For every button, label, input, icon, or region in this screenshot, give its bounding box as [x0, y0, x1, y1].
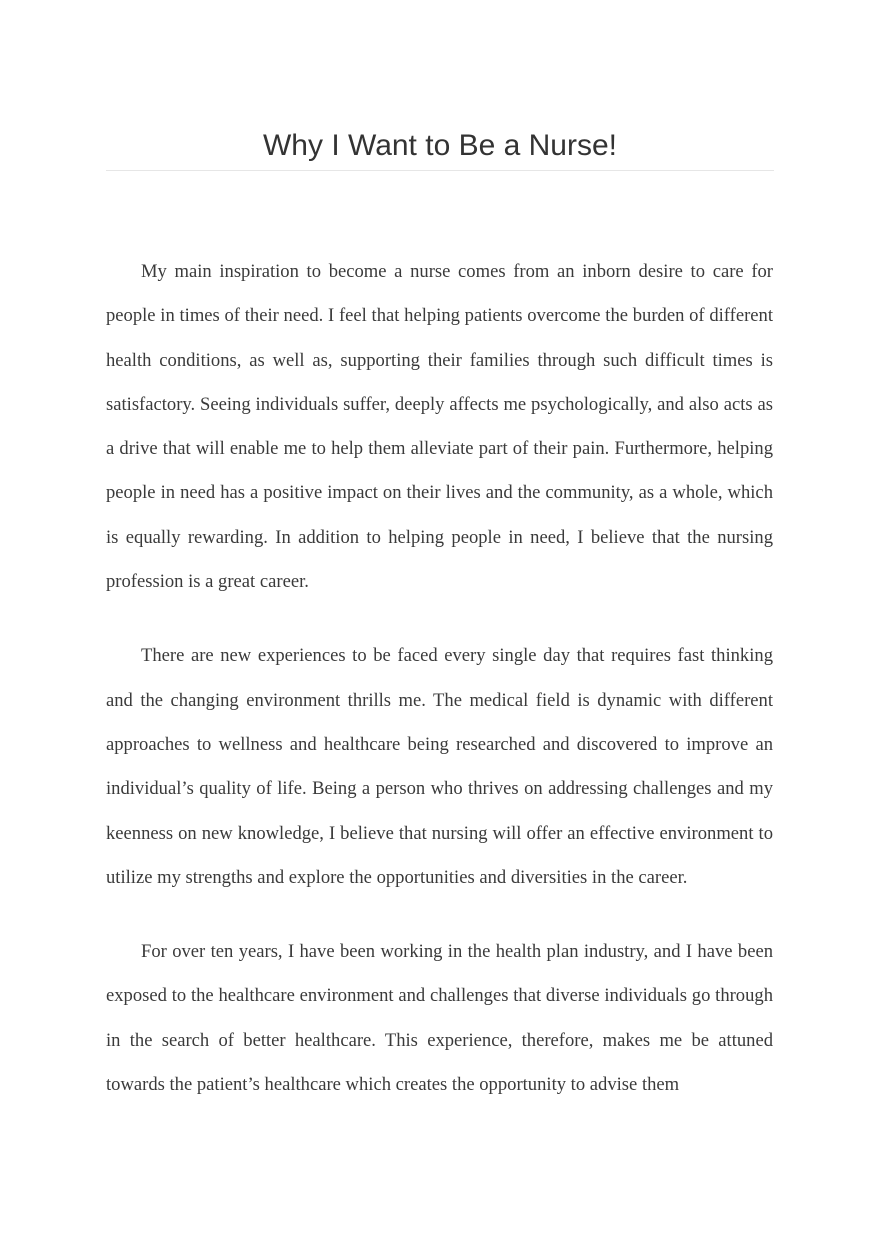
document-title: Why I Want to Be a Nurse! — [262, 129, 617, 162]
document-body — [106, 250, 773, 1137]
paragraph-2: There are new experiences to be faced every single day that requires fast thinking and the changing environment thrills me. The medical field is dynamic with different approaches to wellness and healthcare being researched and discovered to improve an individual’s quality of life. Being a person who thrives on addressing challenges and my keenness on new knowledge, I believe that nursing will offer an effective environment to utilize my strengths and explore the opportunities and diversities in the career. — [106, 645, 773, 888]
paragraph-1: My main inspiration to become a nurse comes from an inborn desire to care for people in times of their need. I feel that helping patients overcome the burden of different health conditions, as well as, supporting their families through such difficult times is satisfactory. Seeing individuals suffer, deeply affects me psychologically, and also acts as a drive that will enable me to help them alleviate part of their pain. Furthermore, helping people in need has a positive impact on their lives and the community, as a whole, which is equally rewarding. In addition to helping people in need, I believe that the nursing profession is a great career. — [106, 261, 773, 593]
paragraph-3: For over ten years, I have been working in the health plan industry, and I have been exposed to the healthcare environment and challenges that diverse individuals go through in the search of better healthcare. This experience, therefore, makes me be attuned towards the patient’s healthcare which creates the opportunity to advise them — [106, 941, 773, 1096]
title-divider — [106, 170, 774, 171]
